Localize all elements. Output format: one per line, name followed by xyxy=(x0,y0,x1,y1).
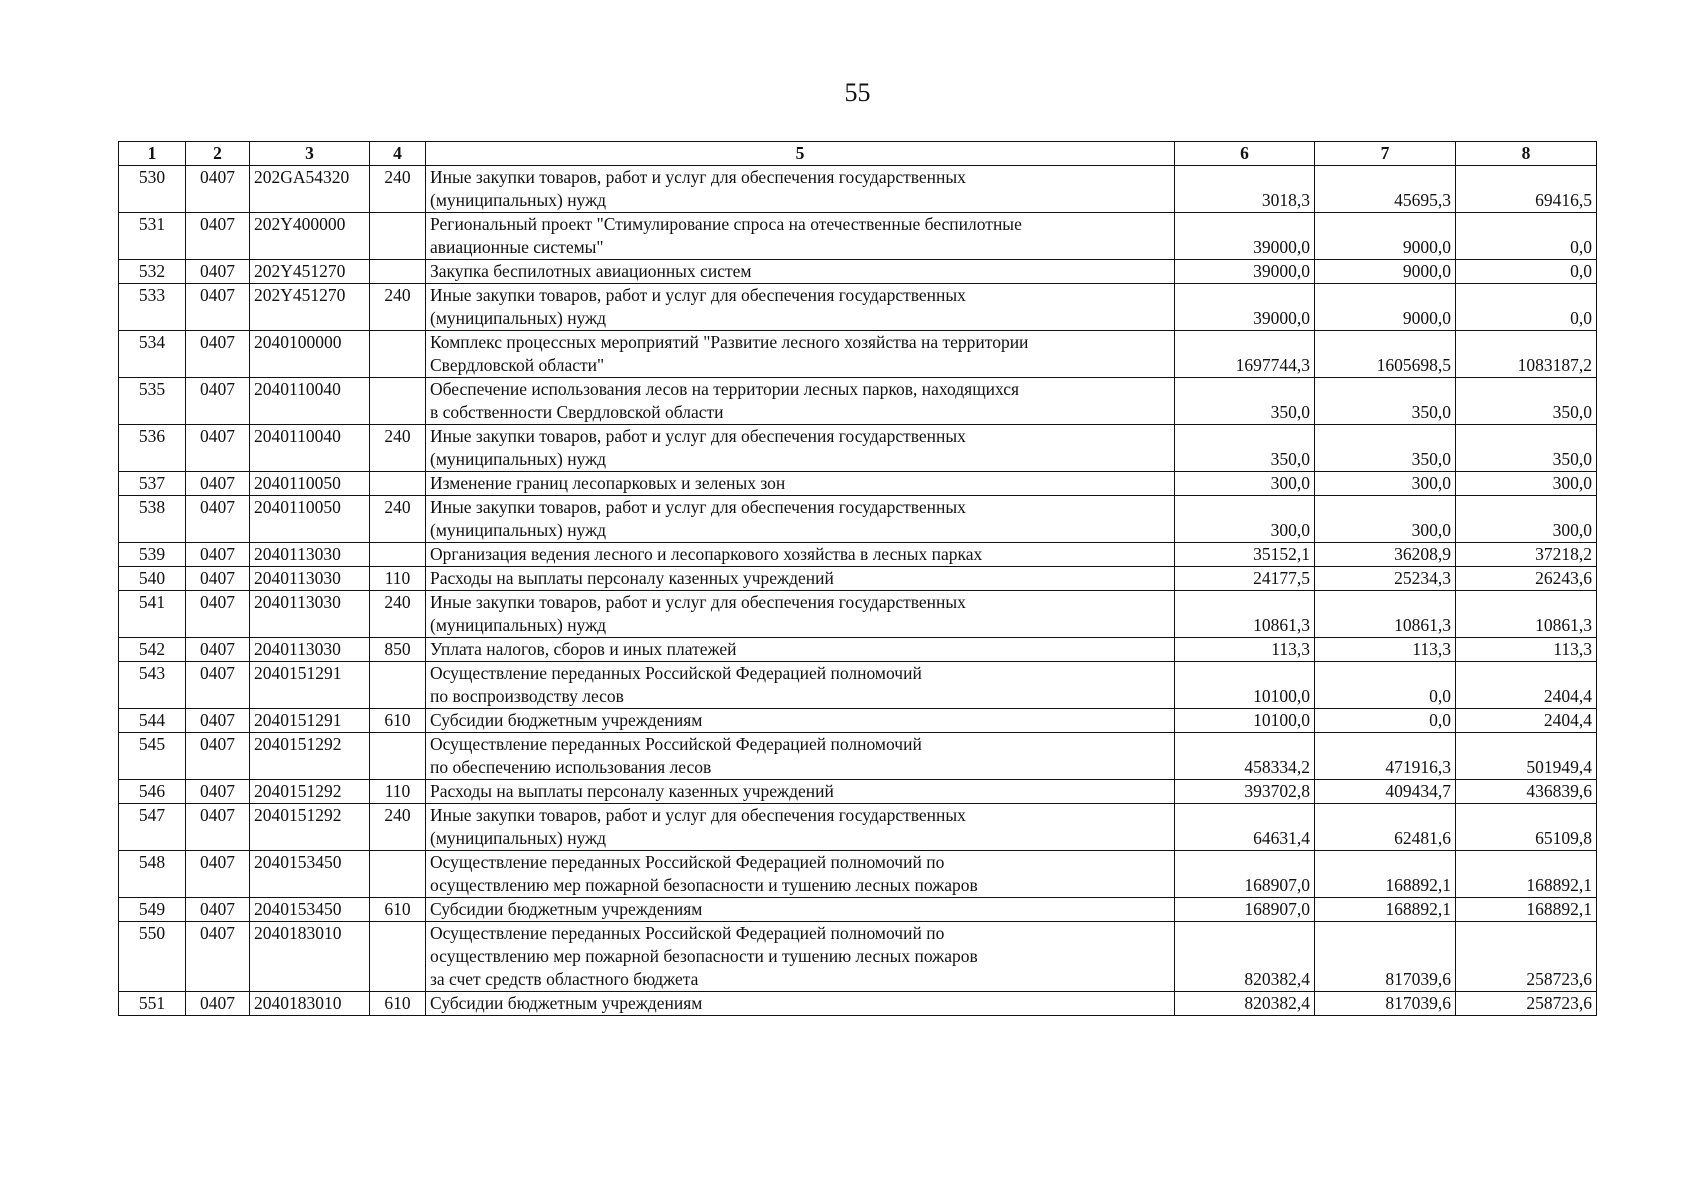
section-code-cell: 0407 xyxy=(186,662,250,709)
amount-col7-cell: 409434,7 xyxy=(1315,780,1456,804)
amount-col6-cell: 113,3 xyxy=(1175,638,1315,662)
row-number-cell: 537 xyxy=(119,472,186,496)
amount-col7-cell: 45695,3 xyxy=(1315,166,1456,213)
row-number-cell: 535 xyxy=(119,378,186,425)
amount-col6-cell: 10861,3 xyxy=(1175,591,1315,638)
section-code-cell: 0407 xyxy=(186,166,250,213)
amount-col8-cell: 2404,4 xyxy=(1456,709,1597,733)
amount-col8-cell: 436839,6 xyxy=(1456,780,1597,804)
budget-table xyxy=(118,141,1597,1016)
target-code-cell: 2040113030 xyxy=(250,567,370,591)
table-row xyxy=(119,780,1597,804)
row-number-cell: 542 xyxy=(119,638,186,662)
row-number-cell: 548 xyxy=(119,851,186,898)
amount-col8-cell: 113,3 xyxy=(1456,638,1597,662)
expense-type-cell: 240 xyxy=(370,166,426,213)
row-number-cell: 530 xyxy=(119,166,186,213)
row-number-cell: 550 xyxy=(119,922,186,992)
column-header: 8 xyxy=(1456,142,1597,166)
amount-col8-cell: 501949,4 xyxy=(1456,733,1597,780)
name-cell: Осуществление переданных Российской Федерацией полномочий по осуществлению мер пожарной безопасности и тушению лесных пожаров за счет средств областного бюджета xyxy=(426,922,1175,992)
amount-col6-cell: 820382,4 xyxy=(1175,922,1315,992)
row-number-cell: 543 xyxy=(119,662,186,709)
section-code-cell: 0407 xyxy=(186,378,250,425)
column-header: 4 xyxy=(370,142,426,166)
amount-col7-cell: 9000,0 xyxy=(1315,260,1456,284)
expense-type-cell: 240 xyxy=(370,425,426,472)
expense-type-cell xyxy=(370,543,426,567)
amount-col6-cell: 24177,5 xyxy=(1175,567,1315,591)
section-code-cell: 0407 xyxy=(186,709,250,733)
section-code-cell: 0407 xyxy=(186,898,250,922)
section-code-cell: 0407 xyxy=(186,567,250,591)
amount-col7-cell: 168892,1 xyxy=(1315,898,1456,922)
name-cell: Организация ведения лесного и лесопаркового хозяйства в лесных парках xyxy=(426,543,1175,567)
row-number-cell: 544 xyxy=(119,709,186,733)
amount-col7-cell: 9000,0 xyxy=(1315,284,1456,331)
section-code-cell: 0407 xyxy=(186,331,250,378)
amount-col6-cell: 168907,0 xyxy=(1175,898,1315,922)
table-row xyxy=(119,472,1597,496)
amount-col7-cell: 350,0 xyxy=(1315,425,1456,472)
amount-col7-cell: 300,0 xyxy=(1315,472,1456,496)
row-number-cell: 547 xyxy=(119,804,186,851)
target-code-cell: 2040113030 xyxy=(250,591,370,638)
table-row xyxy=(119,591,1597,638)
table-row xyxy=(119,922,1597,992)
row-number-cell: 551 xyxy=(119,992,186,1016)
target-code-cell: 2040151292 xyxy=(250,733,370,780)
amount-col8-cell: 350,0 xyxy=(1456,378,1597,425)
amount-col8-cell: 168892,1 xyxy=(1456,898,1597,922)
amount-col8-cell: 258723,6 xyxy=(1456,922,1597,992)
target-code-cell: 202Y451270 xyxy=(250,284,370,331)
target-code-cell: 202Y400000 xyxy=(250,213,370,260)
table-row xyxy=(119,260,1597,284)
amount-col7-cell: 0,0 xyxy=(1315,662,1456,709)
row-number-cell: 541 xyxy=(119,591,186,638)
column-header: 7 xyxy=(1315,142,1456,166)
name-cell: Осуществление переданных Российской Федерацией полномочий по обеспечению использования лесов xyxy=(426,733,1175,780)
expense-type-cell: 610 xyxy=(370,709,426,733)
target-code-cell: 2040183010 xyxy=(250,922,370,992)
section-code-cell: 0407 xyxy=(186,733,250,780)
column-header: 1 xyxy=(119,142,186,166)
table-row xyxy=(119,331,1597,378)
amount-col8-cell: 258723,6 xyxy=(1456,992,1597,1016)
amount-col7-cell: 300,0 xyxy=(1315,496,1456,543)
amount-col7-cell: 471916,3 xyxy=(1315,733,1456,780)
amount-col8-cell: 69416,5 xyxy=(1456,166,1597,213)
expense-type-cell xyxy=(370,260,426,284)
row-number-cell: 532 xyxy=(119,260,186,284)
amount-col7-cell: 817039,6 xyxy=(1315,992,1456,1016)
table-row xyxy=(119,709,1597,733)
amount-col7-cell: 62481,6 xyxy=(1315,804,1456,851)
target-code-cell: 2040113030 xyxy=(250,543,370,567)
section-code-cell: 0407 xyxy=(186,922,250,992)
amount-col7-cell: 36208,9 xyxy=(1315,543,1456,567)
amount-col8-cell: 350,0 xyxy=(1456,425,1597,472)
name-cell: Иные закупки товаров, работ и услуг для обеспечения государственных (муниципальных) нужд xyxy=(426,591,1175,638)
name-cell: Иные закупки товаров, работ и услуг для обеспечения государственных (муниципальных) нужд xyxy=(426,804,1175,851)
table-row xyxy=(119,284,1597,331)
row-number-cell: 533 xyxy=(119,284,186,331)
target-code-cell: 2040110050 xyxy=(250,496,370,543)
table-row xyxy=(119,898,1597,922)
expense-type-cell: 850 xyxy=(370,638,426,662)
target-code-cell: 2040151292 xyxy=(250,780,370,804)
amount-col7-cell: 350,0 xyxy=(1315,378,1456,425)
name-cell: Иные закупки товаров, работ и услуг для обеспечения государственных (муниципальных) нужд xyxy=(426,496,1175,543)
section-code-cell: 0407 xyxy=(186,472,250,496)
expense-type-cell xyxy=(370,213,426,260)
expense-type-cell: 240 xyxy=(370,284,426,331)
target-code-cell: 2040183010 xyxy=(250,992,370,1016)
section-code-cell: 0407 xyxy=(186,260,250,284)
section-code-cell: 0407 xyxy=(186,496,250,543)
amount-col6-cell: 35152,1 xyxy=(1175,543,1315,567)
target-code-cell: 2040153450 xyxy=(250,898,370,922)
amount-col7-cell: 0,0 xyxy=(1315,709,1456,733)
amount-col8-cell: 2404,4 xyxy=(1456,662,1597,709)
table-row xyxy=(119,638,1597,662)
name-cell: Закупка беспилотных авиационных систем xyxy=(426,260,1175,284)
amount-col6-cell: 64631,4 xyxy=(1175,804,1315,851)
amount-col6-cell: 300,0 xyxy=(1175,496,1315,543)
amount-col6-cell: 820382,4 xyxy=(1175,992,1315,1016)
amount-col6-cell: 39000,0 xyxy=(1175,260,1315,284)
expense-type-cell xyxy=(370,662,426,709)
section-code-cell: 0407 xyxy=(186,591,250,638)
table-row xyxy=(119,166,1597,213)
expense-type-cell: 110 xyxy=(370,567,426,591)
name-cell: Иные закупки товаров, работ и услуг для обеспечения государственных (муниципальных) нужд xyxy=(426,284,1175,331)
target-code-cell: 2040110050 xyxy=(250,472,370,496)
section-code-cell: 0407 xyxy=(186,213,250,260)
amount-col7-cell: 817039,6 xyxy=(1315,922,1456,992)
name-cell: Региональный проект "Стимулирование спроса на отечественные беспилотные авиационные системы" xyxy=(426,213,1175,260)
section-code-cell: 0407 xyxy=(186,851,250,898)
amount-col6-cell: 39000,0 xyxy=(1175,213,1315,260)
table-row xyxy=(119,733,1597,780)
name-cell: Осуществление переданных Российской Федерацией полномочий по воспроизводству лесов xyxy=(426,662,1175,709)
expense-type-cell: 610 xyxy=(370,992,426,1016)
amount-col7-cell: 1605698,5 xyxy=(1315,331,1456,378)
column-header: 5 xyxy=(426,142,1175,166)
row-number-cell: 539 xyxy=(119,543,186,567)
target-code-cell: 2040110040 xyxy=(250,425,370,472)
name-cell: Субсидии бюджетным учреждениям xyxy=(426,898,1175,922)
table-row xyxy=(119,804,1597,851)
name-cell: Расходы на выплаты персоналу казенных учреждений xyxy=(426,780,1175,804)
target-code-cell: 202GA54320 xyxy=(250,166,370,213)
amount-col6-cell: 3018,3 xyxy=(1175,166,1315,213)
row-number-cell: 540 xyxy=(119,567,186,591)
amount-col6-cell: 458334,2 xyxy=(1175,733,1315,780)
section-code-cell: 0407 xyxy=(186,992,250,1016)
name-cell: Субсидии бюджетным учреждениям xyxy=(426,992,1175,1016)
row-number-cell: 538 xyxy=(119,496,186,543)
row-number-cell: 536 xyxy=(119,425,186,472)
name-cell: Обеспечение использования лесов на территории лесных парков, находящихся в собственности Свердловской области xyxy=(426,378,1175,425)
name-cell: Субсидии бюджетным учреждениям xyxy=(426,709,1175,733)
table-row xyxy=(119,213,1597,260)
table-row xyxy=(119,543,1597,567)
amount-col7-cell: 10861,3 xyxy=(1315,591,1456,638)
section-code-cell: 0407 xyxy=(186,780,250,804)
expense-type-cell xyxy=(370,733,426,780)
amount-col8-cell: 65109,8 xyxy=(1456,804,1597,851)
name-cell: Иные закупки товаров, работ и услуг для обеспечения государственных (муниципальных) нужд xyxy=(426,166,1175,213)
table-row xyxy=(119,992,1597,1016)
table-row xyxy=(119,425,1597,472)
amount-col8-cell: 300,0 xyxy=(1456,496,1597,543)
section-code-cell: 0407 xyxy=(186,284,250,331)
target-code-cell: 2040151292 xyxy=(250,804,370,851)
name-cell: Уплата налогов, сборов и иных платежей xyxy=(426,638,1175,662)
amount-col6-cell: 393702,8 xyxy=(1175,780,1315,804)
amount-col6-cell: 39000,0 xyxy=(1175,284,1315,331)
row-number-cell: 531 xyxy=(119,213,186,260)
name-cell: Комплекс процессных мероприятий "Развитие лесного хозяйства на территории Свердловской области" xyxy=(426,331,1175,378)
expense-type-cell xyxy=(370,472,426,496)
amount-col6-cell: 10100,0 xyxy=(1175,662,1315,709)
amount-col6-cell: 1697744,3 xyxy=(1175,331,1315,378)
target-code-cell: 2040110040 xyxy=(250,378,370,425)
section-code-cell: 0407 xyxy=(186,804,250,851)
expense-type-cell xyxy=(370,922,426,992)
amount-col8-cell: 168892,1 xyxy=(1456,851,1597,898)
amount-col8-cell: 300,0 xyxy=(1456,472,1597,496)
target-code-cell: 2040153450 xyxy=(250,851,370,898)
column-header: 6 xyxy=(1175,142,1315,166)
amount-col8-cell: 0,0 xyxy=(1456,213,1597,260)
table-row xyxy=(119,378,1597,425)
row-number-cell: 546 xyxy=(119,780,186,804)
section-code-cell: 0407 xyxy=(186,543,250,567)
amount-col6-cell: 168907,0 xyxy=(1175,851,1315,898)
expense-type-cell xyxy=(370,851,426,898)
name-cell: Изменение границ лесопарковых и зеленых зон xyxy=(426,472,1175,496)
table-body xyxy=(119,166,1597,1016)
row-number-cell: 549 xyxy=(119,898,186,922)
page-number: 55 xyxy=(844,78,871,107)
expense-type-cell xyxy=(370,378,426,425)
table-row xyxy=(119,567,1597,591)
header-row xyxy=(119,142,1597,166)
amount-col8-cell: 10861,3 xyxy=(1456,591,1597,638)
column-header: 2 xyxy=(186,142,250,166)
target-code-cell: 2040151291 xyxy=(250,662,370,709)
amount-col8-cell: 26243,6 xyxy=(1456,567,1597,591)
amount-col8-cell: 0,0 xyxy=(1456,284,1597,331)
name-cell: Осуществление переданных Российской Федерацией полномочий по осуществлению мер пожарной безопасности и тушению лесных пожаров xyxy=(426,851,1175,898)
section-code-cell: 0407 xyxy=(186,425,250,472)
expense-type-cell: 610 xyxy=(370,898,426,922)
expense-type-cell: 240 xyxy=(370,591,426,638)
expense-type-cell: 240 xyxy=(370,496,426,543)
target-code-cell: 2040151291 xyxy=(250,709,370,733)
amount-col7-cell: 9000,0 xyxy=(1315,213,1456,260)
table-row xyxy=(119,662,1597,709)
amount-col8-cell: 0,0 xyxy=(1456,260,1597,284)
amount-col6-cell: 300,0 xyxy=(1175,472,1315,496)
target-code-cell: 202Y451270 xyxy=(250,260,370,284)
row-number-cell: 534 xyxy=(119,331,186,378)
amount-col7-cell: 168892,1 xyxy=(1315,851,1456,898)
section-code-cell: 0407 xyxy=(186,638,250,662)
table-row xyxy=(119,496,1597,543)
row-number-cell: 545 xyxy=(119,733,186,780)
expense-type-cell: 110 xyxy=(370,780,426,804)
amount-col6-cell: 10100,0 xyxy=(1175,709,1315,733)
name-cell: Иные закупки товаров, работ и услуг для обеспечения государственных (муниципальных) нужд xyxy=(426,425,1175,472)
column-header: 3 xyxy=(250,142,370,166)
expense-type-cell: 240 xyxy=(370,804,426,851)
name-cell: Расходы на выплаты персоналу казенных учреждений xyxy=(426,567,1175,591)
target-code-cell: 2040113030 xyxy=(250,638,370,662)
amount-col8-cell: 1083187,2 xyxy=(1456,331,1597,378)
table-row xyxy=(119,851,1597,898)
expense-type-cell xyxy=(370,331,426,378)
amount-col6-cell: 350,0 xyxy=(1175,425,1315,472)
target-code-cell: 2040100000 xyxy=(250,331,370,378)
amount-col8-cell: 37218,2 xyxy=(1456,543,1597,567)
amount-col6-cell: 350,0 xyxy=(1175,378,1315,425)
amount-col7-cell: 25234,3 xyxy=(1315,567,1456,591)
amount-col7-cell: 113,3 xyxy=(1315,638,1456,662)
